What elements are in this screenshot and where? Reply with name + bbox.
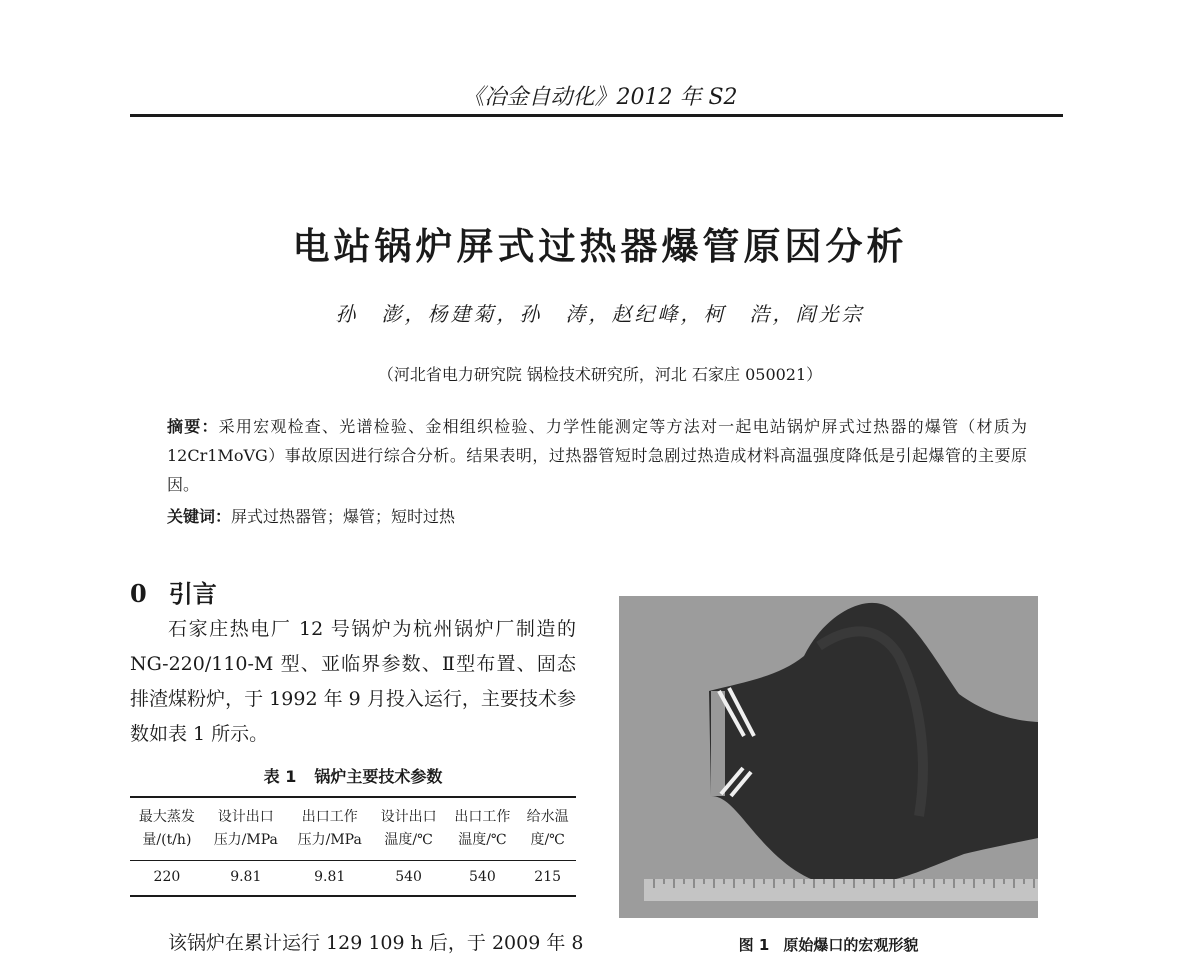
journal-header: 《冶金自动化》2012 年 S2 (462, 85, 738, 110)
header-line: 压力/MPa (213, 832, 278, 848)
header-line: 出口工作 (301, 809, 358, 825)
table-row (130, 861, 576, 897)
table-caption (130, 764, 576, 787)
table-header-cell (446, 797, 520, 861)
header-line: 压力/MPa (297, 832, 362, 848)
table-cell: 9.81 (230, 869, 262, 885)
measuring-ruler (644, 879, 1038, 901)
abstract (167, 412, 1027, 499)
table-cell: 9.81 (314, 869, 346, 885)
keywords (167, 506, 1027, 528)
table-caption-number: 表 1 (263, 767, 297, 786)
table-cell: 540 (395, 869, 422, 885)
table-cell: 220 (153, 869, 181, 885)
section-heading (130, 574, 217, 609)
table-cell: 215 (534, 869, 562, 885)
header-rule (130, 114, 1063, 117)
header-line: 设计出口 (217, 809, 274, 825)
header-line: 量/(t/h) (142, 832, 192, 848)
header-line: 温度/℃ (458, 832, 507, 848)
burst-pipe-photo (619, 596, 1038, 918)
table-header-cell (204, 797, 288, 861)
header-line: 最大蒸发 (138, 809, 195, 825)
figure-caption-title: 原始爆口的宏观形貌 (783, 936, 919, 954)
next-paragraph: 该锅炉在累计运行 129 109 h 后，于 2009 年 8 (168, 932, 584, 954)
paper-title: 电站锅炉屏式过热器爆管原因分析 (292, 225, 908, 268)
table-header-cell (130, 797, 204, 861)
figure-caption-number: 图 1 (738, 936, 770, 954)
header-line: 温度/℃ (384, 832, 433, 848)
header-line: 度/℃ (530, 832, 565, 848)
header-line: 出口工作 (454, 809, 511, 825)
keywords-text: 屏式过热器管；爆管；短时过热 (231, 507, 456, 526)
table-cell: 540 (469, 869, 496, 885)
header-line: 给水温 (526, 809, 569, 825)
abstract-label: 摘要： (167, 417, 219, 436)
abstract-text: 采用宏观检查、光谱检验、金相组织检验、力学性能测定等方法对一起电站锅炉屏式过热器的爆管（材质为 12Cr1MoVG）事故原因进行综合分析。结果表明，过热器管短时急剧过热造成材料高温强度降低是引起爆管的主要原因。 (167, 417, 1027, 494)
authors: 孙 澎，杨建菊，孙 涛，赵纪峰，柯 浩，阎光宗 (335, 302, 865, 326)
table-header-cell (519, 797, 576, 861)
pipe-end-cut (711, 691, 725, 796)
table-caption-title: 锅炉主要技术参数 (314, 767, 443, 786)
table-header-cell (372, 797, 446, 861)
affiliation: （河北省电力研究院 锅检技术研究所，河北 石家庄 050021） (377, 365, 823, 384)
table-header-cell (288, 797, 372, 861)
intro-paragraph: 石家庄热电厂 12 号锅炉为杭州锅炉厂制造的 NG-220/110-M 型、亚临界参数、Ⅱ型布置、固态排渣煤粉炉，于 1992 年 9 月投入运行，主要技术参数如表 1 所示。 (130, 618, 576, 745)
header-line: 设计出口 (380, 809, 437, 825)
section-title: 引言 (168, 580, 217, 608)
keywords-label: 关键词： (167, 507, 232, 526)
boiler-params-table (130, 796, 576, 897)
section-number: 0 (130, 579, 147, 608)
table-header-row (130, 797, 576, 861)
